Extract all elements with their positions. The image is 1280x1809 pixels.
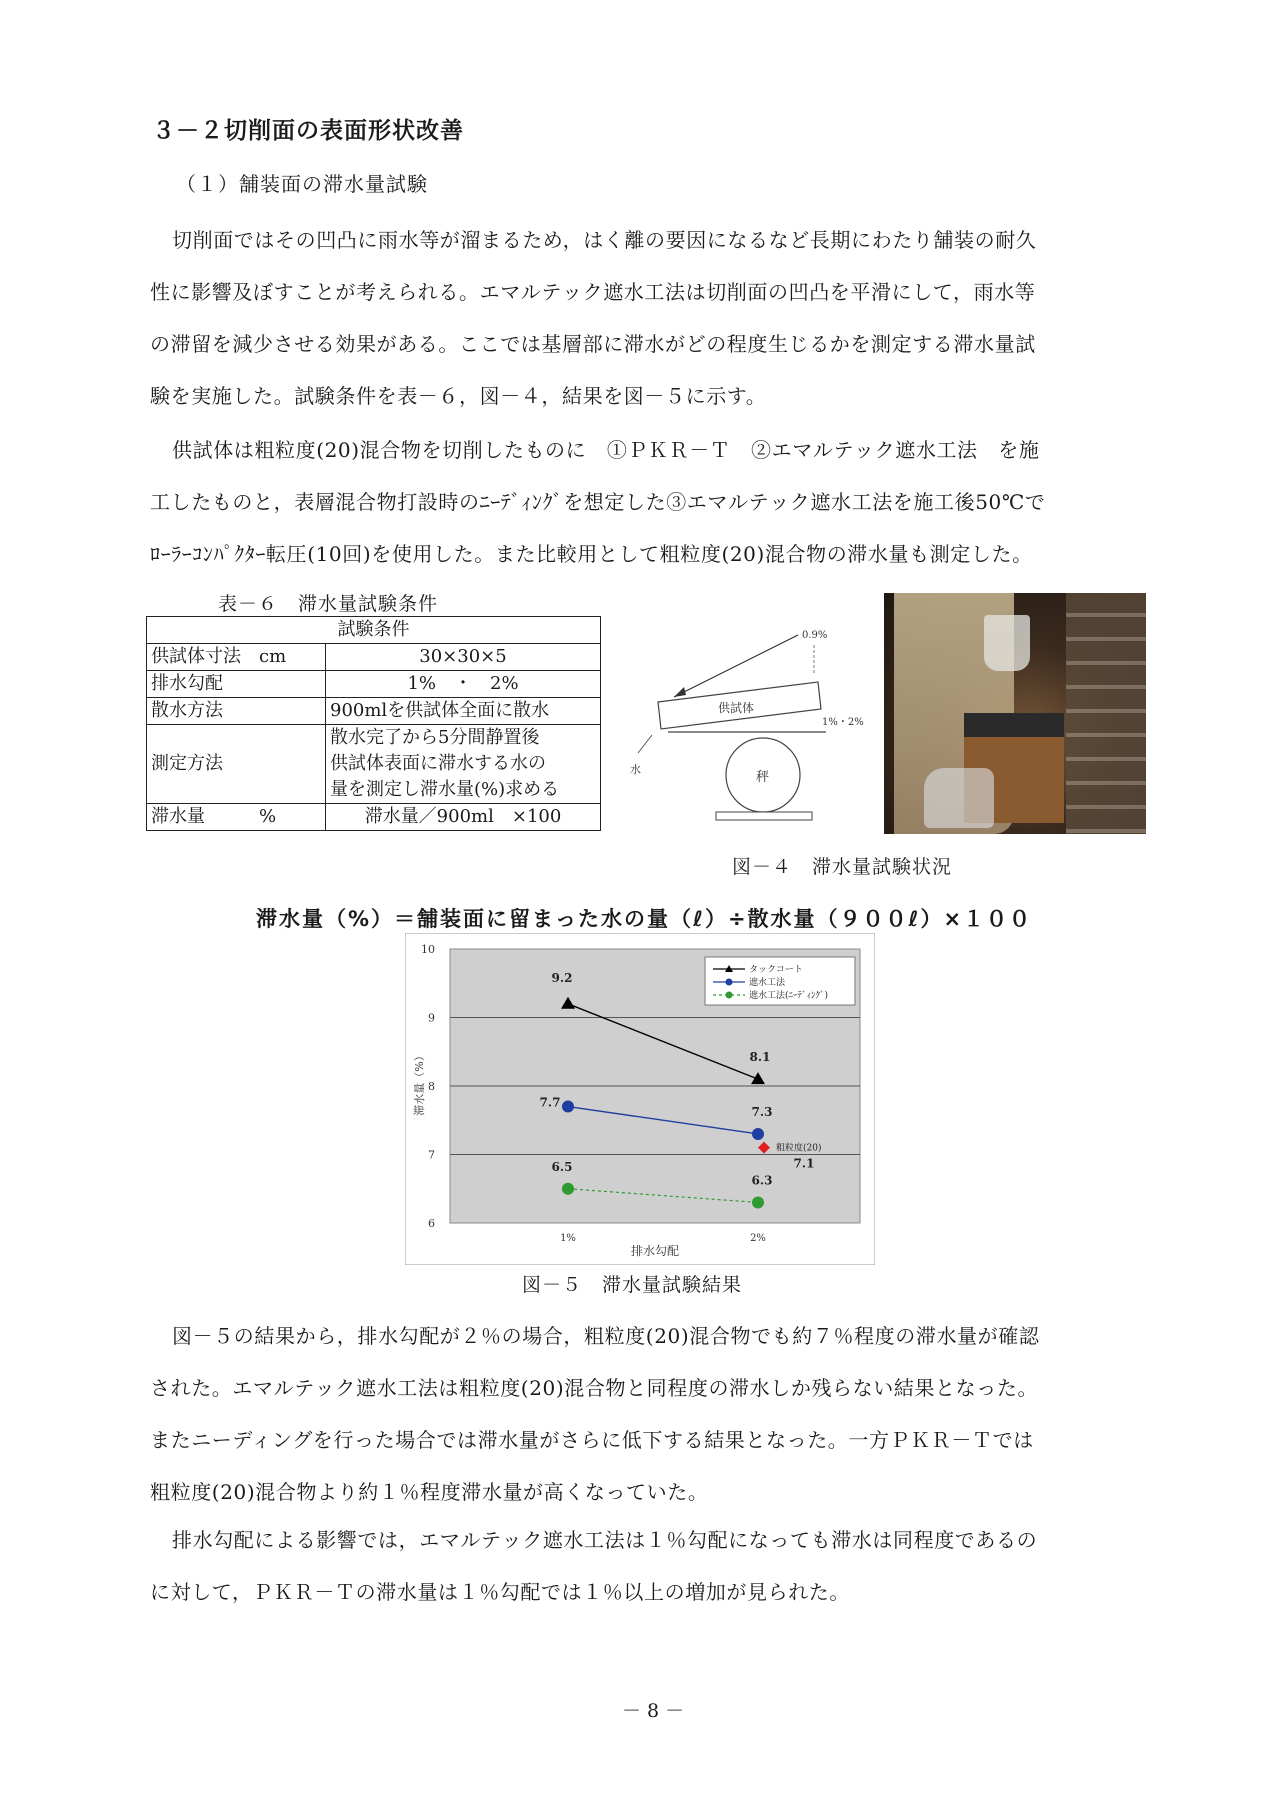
section-heading: ３－２切削面の表面形状改善 <box>152 118 464 144</box>
legend <box>705 957 855 1005</box>
data-point-circle <box>752 1128 764 1140</box>
paragraph-line: またニーディングを行った場合では滞水量がさらに低下する結果となった。一方ＰＫＲ－Ｔでは <box>150 1428 1034 1452</box>
table-caption: 表－６ 滞水量試験条件 <box>218 593 439 615</box>
photo-bag <box>924 768 994 828</box>
extra-point-value: 7.1 <box>793 1156 815 1171</box>
table-cell-label: 滞水量 % <box>147 804 326 831</box>
legend-marker <box>726 979 733 986</box>
legend-label: 遮水工法 <box>749 978 786 988</box>
test-setup-diagram <box>618 625 883 825</box>
x-axis-label: 排水勾配 <box>630 1244 680 1258</box>
arrow-head <box>674 687 686 697</box>
data-label: 8.1 <box>749 1050 771 1065</box>
paragraph-line: 験を実施した。試験条件を表－６，図－４，結果を図－５に示す。 <box>150 384 767 408</box>
photo-cup <box>984 615 1030 671</box>
table-cell-value: 1% ・ 2% <box>326 671 601 698</box>
y-tick-label: 7 <box>428 1148 435 1162</box>
table-row <box>147 804 601 831</box>
test-photo <box>884 593 1146 834</box>
paragraph-line: 排水勾配による影響では，エマルテック遮水工法は１％勾配になっても滞水は同程度であるの <box>172 1528 1038 1552</box>
paragraph-line: の滞留を減少させる効果がある。ここでは基層部に滞水がどの程度生じるかを測定する滞水量試 <box>150 332 1036 356</box>
table-row <box>147 617 601 644</box>
data-label: 6.3 <box>751 1173 773 1188</box>
paragraph-4 <box>150 1514 1154 1618</box>
paragraph-line: 工したものと，表層混合物打設時のﾆｰﾃﾞｨﾝｸﾞを想定した③エマルテック遮水工法を施工後50℃で <box>150 490 1046 514</box>
table-cell-value <box>326 725 601 804</box>
table-cell-label: 排水勾配 <box>147 671 326 698</box>
table-cell-value: 30×30×5 <box>326 644 601 671</box>
x-tick-label: 2% <box>750 1233 766 1244</box>
table-cell-line: 供試体表面に滞水する水の <box>330 753 546 774</box>
paragraph-line: ﾛｰﾗｰｺﾝﾊﾟｸﾀｰ転圧(10回)を使用した。また比較用として粗粒度(20)混合物の滞水量も測定した。 <box>150 542 1033 566</box>
scale-label: 秤 <box>756 770 770 785</box>
figure-5-caption: 図－５ 滞水量試験結果 <box>522 1274 743 1296</box>
water-label: 水 <box>630 763 641 776</box>
data-point-circle <box>562 1101 574 1113</box>
paragraph-line: 性に影響及ぼすことが考えられる。エマルテック遮水工法は切削面の凹凸を平滑にして，雨水等 <box>150 280 1036 304</box>
paragraph-1 <box>150 214 1154 422</box>
paragraph-line: 粗粒度(20)混合物より約１％程度滞水量が高くなっていた。 <box>150 1480 709 1504</box>
table-cell-line: 量を測定し滞水量(%)求める <box>330 779 560 800</box>
paragraph-3 <box>150 1310 1154 1518</box>
paragraph-line: に対して，ＰＫＲ－Ｔの滞水量は１％勾配では１％以上の増加が見られた。 <box>150 1580 850 1604</box>
data-label: 6.5 <box>551 1159 573 1174</box>
paragraph-line: 供試体は粗粒度(20)混合物を切削したものに ①ＰＫＲ－Ｔ ②エマルテック遮水工法 を施 <box>172 438 1040 462</box>
photo-shelf <box>1066 593 1146 834</box>
data-point-circle <box>752 1196 764 1208</box>
legend-marker <box>726 992 733 999</box>
y-tick-label: 10 <box>421 943 435 956</box>
water-retention-chart <box>405 933 875 1265</box>
specimen-label: 供試体 <box>718 701 755 715</box>
table-cell-label: 測定方法 <box>147 725 326 804</box>
slope-label: 1%・2% <box>822 717 864 728</box>
table-cell-label: 散水方法 <box>147 698 326 725</box>
scale-base <box>716 812 812 820</box>
conditions-table <box>146 616 601 831</box>
data-point-circle <box>562 1183 574 1195</box>
y-tick-label: 8 <box>428 1080 435 1093</box>
data-label: 7.3 <box>751 1104 773 1119</box>
formula: 滞水量（%）＝舗装面に留まった水の量（ℓ）÷散水量（９００ℓ）×１００ <box>256 907 1033 931</box>
paragraph-line: 切削面ではその凹凸に雨水等が溜まるため，はく離の要因になるなど長期にわたり舗装の耐久 <box>172 228 1037 252</box>
paragraph-2 <box>150 424 1154 580</box>
table-row <box>147 644 601 671</box>
table-header: 試験条件 <box>147 617 601 644</box>
table-row <box>147 698 601 725</box>
table-cell-label: 供試体寸法 cm <box>147 644 326 671</box>
data-label: 7.7 <box>539 1095 561 1110</box>
y-tick-label: 6 <box>428 1217 435 1230</box>
paragraph-line: された。エマルテック遮水工法は粗粒度(20)混合物と同程度の滞水しか残らない結果となった。 <box>150 1376 1039 1400</box>
paragraph-line: 図－５の結果から，排水勾配が２％の場合，粗粒度(20)混合物でも約７％程度の滞水量が確認 <box>172 1324 1040 1348</box>
table-cell-value: 滞水量／900ml ×100 <box>326 804 601 831</box>
extra-point-label: 粗粒度(20) <box>776 1143 822 1154</box>
page-number: － 8 － <box>622 1700 685 1722</box>
table-row <box>147 725 601 804</box>
y-axis-label: 滞水量（%） <box>413 1050 426 1116</box>
table-cell-line: 散水完了から5分間静置後 <box>330 727 540 748</box>
drain-arrow <box>638 735 652 753</box>
data-label: 9.2 <box>551 970 573 985</box>
legend-label: タックコート <box>749 965 803 975</box>
x-tick-label: 1% <box>560 1233 576 1244</box>
y-tick-label: 9 <box>428 1011 435 1025</box>
subsection-heading: （１）舗装面の滞水量試験 <box>176 172 428 196</box>
figure-4-caption: 図－４ 滞水量試験状況 <box>732 856 953 878</box>
table-row <box>147 671 601 698</box>
table-cell-value: 900mlを供試体全面に散水 <box>326 698 601 725</box>
legend-label: 遮水工法(ﾆｰﾃﾞｨﾝｸﾞ) <box>749 991 829 1001</box>
angle-label: 0.9% <box>802 630 828 641</box>
